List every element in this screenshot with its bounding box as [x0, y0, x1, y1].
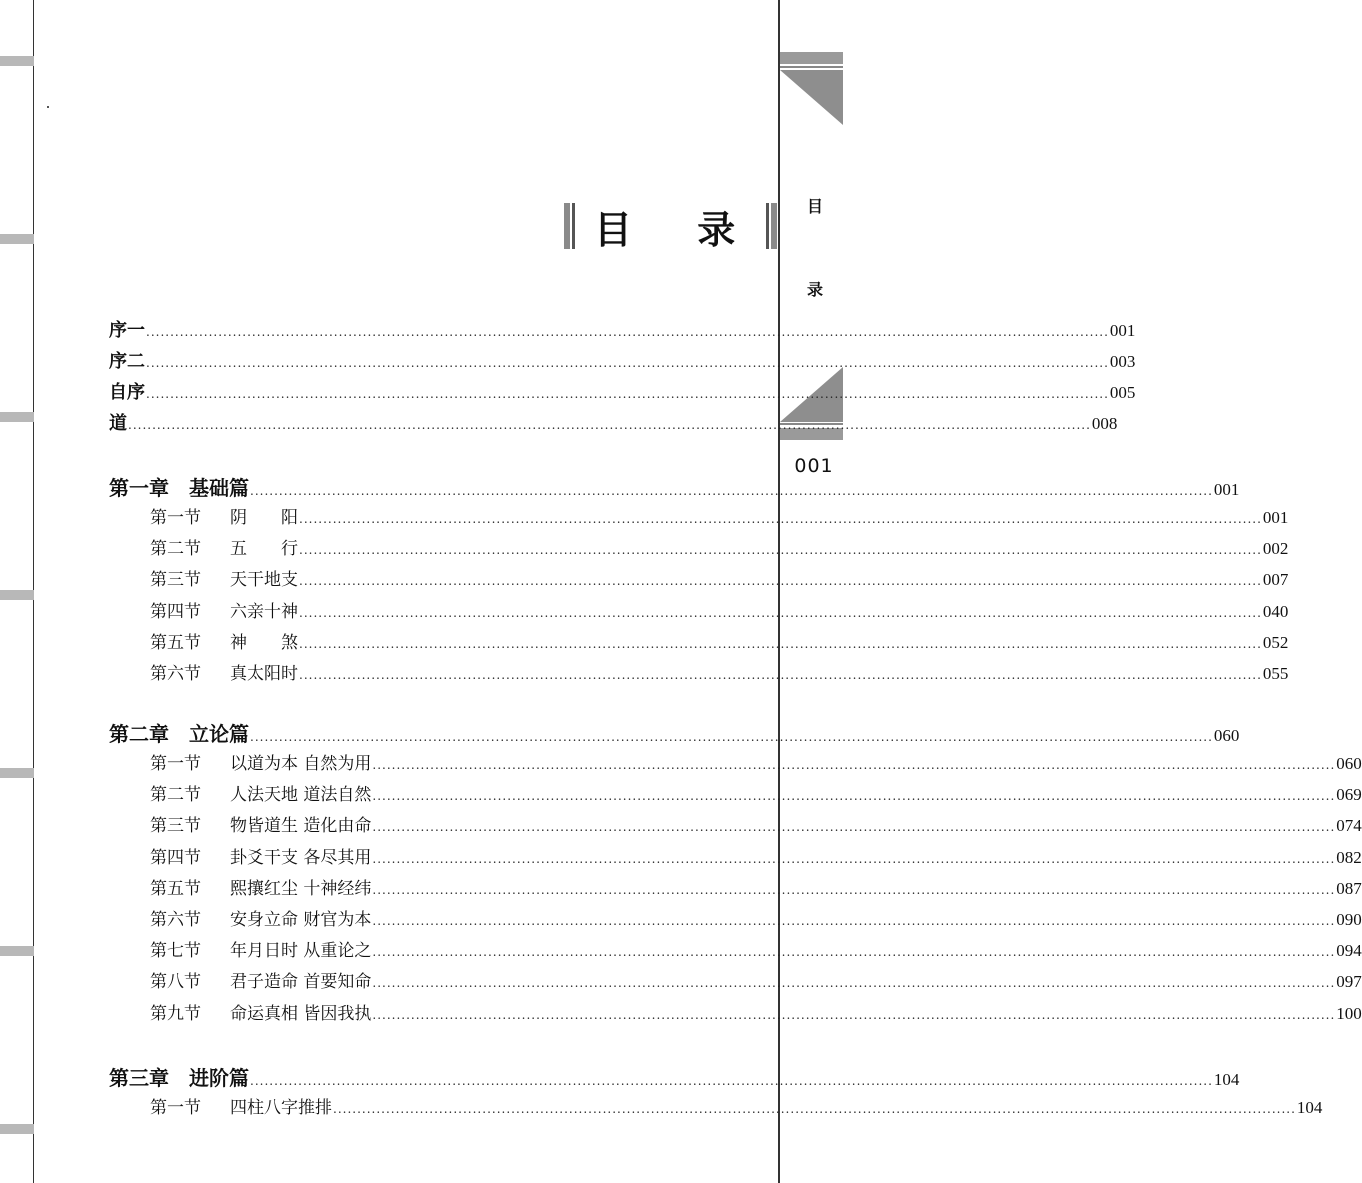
margin-mark [0, 946, 34, 956]
section-label [150, 780, 371, 805]
margin-mark [0, 234, 34, 244]
dot-leader: ........................................................................................................................................................................................................ [299, 637, 1262, 651]
margin-mark [0, 768, 34, 778]
section-label [150, 749, 371, 774]
section-label [150, 843, 371, 868]
toc-page-number: 090 [1336, 910, 1362, 929]
dot-leader: ........................................................................................................................................................................................................ [372, 1008, 1336, 1022]
section-title: 熙攘红尘 十神经纬 [230, 879, 372, 899]
toc-entry-front[interactable] [109, 378, 1136, 404]
section-title: 阴 阳 [230, 508, 298, 528]
toc-page-number: 005 [1109, 383, 1136, 402]
dot-leader: ........................................................................................................................................................................................................ [250, 730, 1213, 744]
chapter-label [109, 718, 249, 747]
toc-page-number: 055 [1262, 664, 1289, 683]
toc-entry-label: 自序 [109, 382, 145, 403]
dot-leader: ........................................................................................................................................................................................................ [299, 668, 1262, 682]
toc-entry-title [109, 316, 145, 342]
section-label [150, 811, 371, 836]
chapter-title: 第三章 进阶篇 [109, 1066, 249, 1090]
toc-entry-title [109, 378, 145, 404]
section-title: 真太阳时 [230, 664, 298, 684]
section-label [150, 874, 371, 899]
section-number: 第四节 [150, 602, 201, 622]
toc-page-number: 052 [1262, 633, 1289, 652]
section-title: 物皆道生 造化由命 [230, 816, 372, 836]
toc-page-number: 060 [1336, 754, 1362, 773]
toc-entry-title [109, 347, 145, 373]
section-title: 君子造命 首要知命 [230, 972, 372, 992]
dot-leader: ........................................................................................................................................................................................................ [250, 1074, 1213, 1088]
dot-leader: ........................................................................................................................................................................................................ [146, 387, 1109, 401]
toc-section[interactable] [150, 1093, 1323, 1119]
toc-page-number: 002 [1262, 539, 1289, 558]
chapter-label [109, 472, 249, 501]
section-title: 天干地支 [230, 570, 298, 590]
toc-section[interactable] [150, 597, 1289, 623]
toc-section[interactable] [150, 843, 1362, 869]
dot-leader: ........................................................................................................................................................................................................ [299, 543, 1262, 557]
side-tab-top-bar [780, 52, 843, 64]
toc-section[interactable] [150, 565, 1289, 591]
section-number: 第二节 [150, 539, 201, 559]
margin-mark [0, 1124, 34, 1134]
toc-entry-label: 序二 [109, 351, 145, 372]
toc-page-number: 069 [1336, 785, 1362, 804]
toc-section[interactable] [150, 628, 1289, 654]
toc-section[interactable] [150, 534, 1289, 560]
toc-section[interactable] [150, 811, 1362, 837]
dot-leader: ........................................................................................................................................................................................................ [146, 356, 1109, 370]
toc-page-number: 007 [1262, 570, 1289, 589]
section-number: 第一节 [150, 1098, 201, 1118]
section-number: 第九节 [150, 1004, 201, 1024]
toc-section[interactable] [150, 999, 1362, 1025]
toc-section[interactable] [150, 874, 1362, 900]
section-number: 第七节 [150, 941, 201, 961]
toc-page-number: 104 [1213, 1070, 1240, 1089]
dot-leader: ........................................................................................................................................................................................................ [372, 976, 1336, 990]
title-right-bracket [761, 203, 777, 249]
dot-leader: ........................................................................................................................................................................................................ [299, 512, 1262, 526]
toc-page-number: 094 [1336, 941, 1362, 960]
toc-page-number: 100 [1336, 1004, 1362, 1023]
page-number: 001 [794, 455, 834, 477]
section-title: 六亲十神 [230, 602, 298, 622]
section-number: 第三节 [150, 816, 201, 836]
toc-section[interactable] [150, 503, 1289, 529]
toc-entry-title [109, 409, 127, 435]
toc-page-number: 001 [1109, 321, 1136, 340]
toc-page-number: 104 [1296, 1098, 1323, 1117]
toc-section[interactable] [150, 659, 1289, 685]
section-label [150, 534, 298, 559]
section-label [150, 503, 298, 528]
section-number: 第五节 [150, 879, 201, 899]
page-title [564, 200, 777, 252]
dot-leader: ........................................................................................................................................................................................................ [299, 574, 1262, 588]
section-number: 第四节 [150, 848, 201, 868]
dot-leader: ........................................................................................................................................................................................................ [372, 914, 1336, 928]
toc-section[interactable] [150, 967, 1362, 993]
toc-page-number: 060 [1213, 726, 1240, 745]
section-title: 以道为本 自然为用 [230, 754, 372, 774]
toc-section[interactable] [150, 936, 1362, 962]
dot-leader: ........................................................................................................................................................................................................ [372, 758, 1336, 772]
section-label [150, 967, 371, 992]
section-label [150, 628, 298, 653]
title-text: 目 录 [594, 207, 762, 252]
section-title: 神 煞 [230, 633, 298, 653]
toc-page-number: 001 [1262, 508, 1289, 527]
side-tab-char-1: 目 [806, 197, 823, 216]
toc-page-number: 001 [1213, 480, 1240, 499]
toc-section[interactable] [150, 905, 1362, 931]
section-number: 第六节 [150, 910, 201, 930]
section-number: 第五节 [150, 633, 201, 653]
toc-entry-label: 序一 [109, 320, 145, 341]
section-title: 卦爻干支 各尽其用 [230, 848, 372, 868]
section-title: 五 行 [230, 539, 298, 559]
section-number: 第二节 [150, 785, 201, 805]
chapter-label [109, 1062, 249, 1091]
toc-page-number: 082 [1336, 848, 1362, 867]
side-tab-top-triangle [780, 70, 843, 125]
side-tab-top-line [780, 66, 843, 68]
section-label [150, 905, 371, 930]
toc-page-number: 097 [1336, 972, 1362, 991]
toc-entry-front[interactable] [109, 316, 1136, 342]
section-title: 年月日时 从重论之 [230, 941, 372, 961]
dot-leader: ........................................................................................................................................................................................................ [372, 789, 1336, 803]
toc-chapter[interactable] [109, 1062, 1240, 1090]
dot-leader: ........................................................................................................................................................................................................ [299, 606, 1262, 620]
dot-leader: ........................................................................................................................................................................................................ [372, 883, 1336, 897]
dot-leader: ........................................................................................................................................................................................................ [372, 820, 1336, 834]
section-label [150, 999, 371, 1024]
toc-section[interactable] [150, 780, 1362, 806]
title-left-bracket [564, 203, 580, 249]
section-number: 第八节 [150, 972, 201, 992]
toc-page-number: 003 [1109, 352, 1136, 371]
section-label [150, 597, 298, 622]
speck [47, 106, 49, 108]
toc-page-number: 040 [1262, 602, 1289, 621]
section-label [150, 659, 298, 684]
toc-section[interactable] [150, 749, 1362, 775]
section-label [150, 1093, 332, 1118]
chapter-title: 第二章 立论篇 [109, 722, 249, 746]
section-number: 第一节 [150, 508, 201, 528]
side-tab-char-2: 录 [806, 280, 823, 299]
dot-leader: ........................................................................................................................................................................................................ [250, 484, 1213, 498]
section-number: 第三节 [150, 570, 201, 590]
section-label [150, 565, 298, 590]
section-label [150, 936, 371, 961]
right-page-border [778, 0, 780, 1183]
toc-page-number: 074 [1336, 816, 1362, 835]
toc-entry-label: 道 [109, 413, 127, 434]
dot-leader: ........................................................................................................................................................................................................ [372, 852, 1336, 866]
dot-leader: ........................................................................................................................................................................................................ [372, 945, 1336, 959]
chapter-title: 第一章 基础篇 [109, 476, 249, 500]
section-title: 四柱八字推排 [230, 1098, 332, 1118]
margin-mark [0, 590, 34, 600]
margin-mark [0, 412, 34, 422]
toc-entry-front[interactable] [109, 409, 1118, 435]
dot-leader: ........................................................................................................................................................................................................ [146, 325, 1109, 339]
toc-page-number: 008 [1091, 414, 1118, 433]
toc-entry-front[interactable] [109, 347, 1136, 373]
toc-chapter[interactable] [109, 472, 1240, 500]
section-title: 人法天地 道法自然 [230, 785, 372, 805]
dot-leader: ........................................................................................................................................................................................................ [128, 418, 1091, 432]
section-title: 命运真相 皆因我执 [230, 1004, 372, 1024]
toc-chapter[interactable] [109, 718, 1240, 746]
margin-mark [0, 56, 34, 66]
dot-leader: ........................................................................................................................................................................................................ [333, 1102, 1296, 1116]
section-number: 第一节 [150, 754, 201, 774]
toc-page-number: 087 [1336, 879, 1362, 898]
section-title: 安身立命 财官为本 [230, 910, 372, 930]
section-number: 第六节 [150, 664, 201, 684]
